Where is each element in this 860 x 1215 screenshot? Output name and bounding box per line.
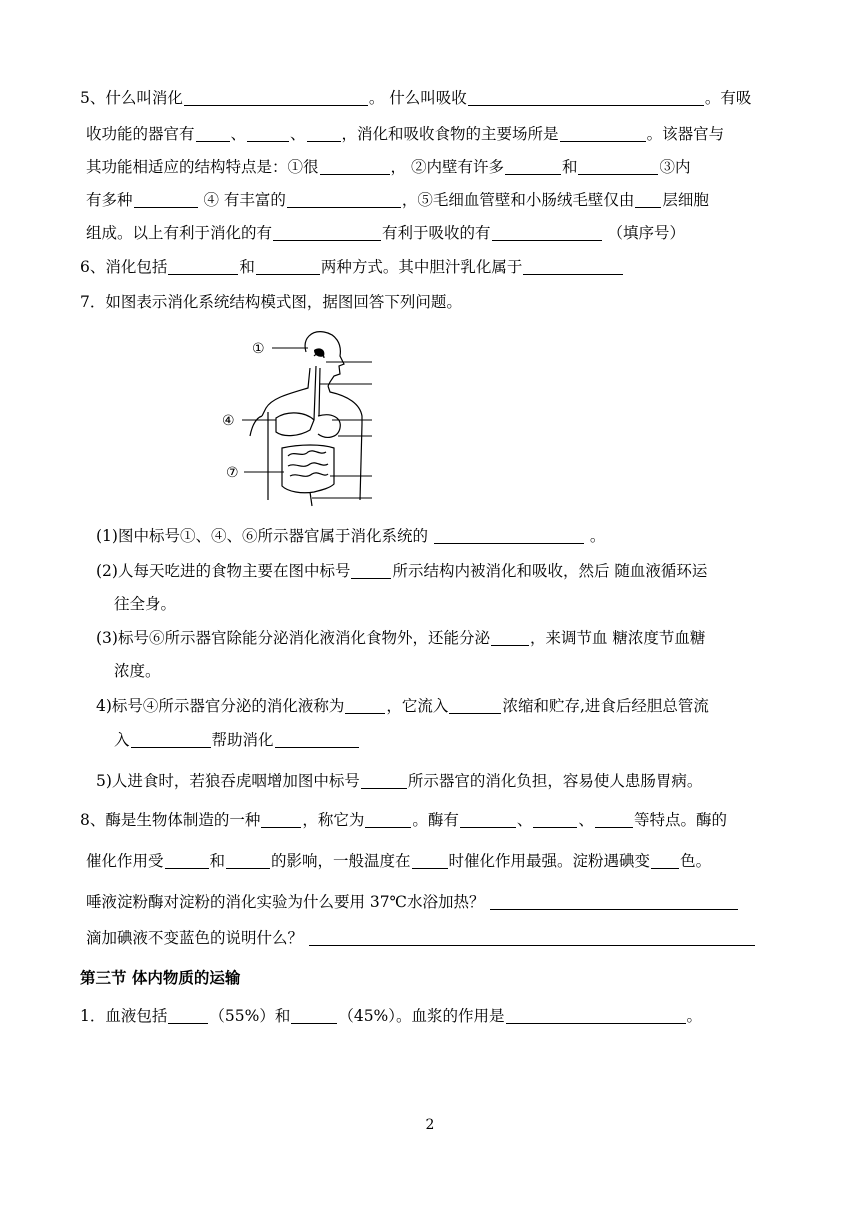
blank[interactable] xyxy=(635,191,661,208)
blank[interactable] xyxy=(307,125,341,142)
blank[interactable] xyxy=(165,852,209,869)
s1-line: 1．血液包括 （55%）和 （45%）。血浆的作用是 。 xyxy=(80,1007,703,1025)
blank[interactable] xyxy=(287,191,401,208)
blank[interactable] xyxy=(490,893,738,910)
blank[interactable] xyxy=(460,811,516,828)
q5-line4: 有多种 ④ 有丰富的 ，⑤毛细血管壁和小肠绒毛壁仅由 层细胞 xyxy=(86,191,709,209)
q5-line2: 收功能的器官有 、 、 ，消化和吸收食物的主要场所是 。该器官与 xyxy=(86,125,725,143)
q5-line3: 其功能相适应的结构特点是：①很 ， ②内壁有许多 和 ③内 xyxy=(86,158,691,176)
page-number: 2 xyxy=(425,1117,435,1133)
q5-line5: 组成。以上有利于消化的有 有利于吸收的有 （填序号） xyxy=(86,224,685,242)
blank[interactable] xyxy=(261,811,301,828)
blank[interactable] xyxy=(168,258,238,275)
blank[interactable] xyxy=(345,697,385,714)
blank[interactable] xyxy=(247,125,289,142)
blank[interactable] xyxy=(492,224,602,241)
blank[interactable] xyxy=(365,811,411,828)
q7-part3-line2: 浓度。 xyxy=(114,662,161,680)
blank[interactable] xyxy=(578,158,658,175)
blank[interactable] xyxy=(256,258,320,275)
blank[interactable] xyxy=(434,527,584,544)
blank[interactable] xyxy=(168,1007,208,1024)
q5-line1: 5、什么叫消化 。 什么叫吸收 。有吸 xyxy=(80,89,752,107)
blank[interactable] xyxy=(361,772,407,789)
blank[interactable] xyxy=(320,158,390,175)
q7-part4-line2: 入 帮助消化 xyxy=(114,730,360,750)
figure-label: ① xyxy=(252,341,265,357)
q8-line1: 8、酶是生物体制造的一种 ，称它为 。酶有 、 、 等特点。酶的 xyxy=(80,811,727,829)
blank[interactable] xyxy=(506,1007,686,1024)
blank[interactable] xyxy=(468,89,704,106)
q7-part1: (1)图中标号①、④、⑥所示器官属于消化系统的 。 xyxy=(96,527,606,545)
figure-label: ⑦ xyxy=(226,465,239,481)
q7-part2-line2: 往全身。 xyxy=(114,595,177,613)
blank[interactable] xyxy=(412,852,448,869)
blank[interactable] xyxy=(351,562,391,579)
blank[interactable] xyxy=(184,89,368,106)
blank[interactable] xyxy=(533,811,577,828)
blank[interactable] xyxy=(595,811,633,828)
blank[interactable] xyxy=(291,1007,337,1024)
section-heading: 第三节 体内物质的运输 xyxy=(80,968,241,987)
q8-line3: 唾液淀粉酶对淀粉的消化实验为什么要用 37℃水浴加热？ xyxy=(86,892,739,912)
q7-part4-line1: 4)标号④所示器官分泌的消化液称为 ，它流入 浓缩和贮存,进食后经胆总管流 xyxy=(96,697,709,715)
digestive-system-diagram xyxy=(210,324,380,510)
q7-part5: 5)人进食时，若狼吞虎咽增加图中标号 所示器官的消化负担，容易使人患肠胃病。 xyxy=(96,772,703,790)
q7-part2-line1: (2)人每天吃进的食物主要在图中标号 所示结构内被消化和吸收，然后 随血液循环运 xyxy=(96,562,708,580)
blank[interactable] xyxy=(309,929,755,946)
q7-part3-line1: (3)标号⑥所示器官除能分泌消化液消化食物外，还能分泌 ，来调节血 糖浓度节血糖 xyxy=(96,629,706,647)
blank[interactable] xyxy=(196,125,230,142)
blank[interactable] xyxy=(560,125,646,142)
figure-label: ④ xyxy=(222,413,235,429)
blank[interactable] xyxy=(131,731,211,748)
blank[interactable] xyxy=(275,731,359,748)
blank[interactable] xyxy=(523,258,623,275)
q8-line2: 催化作用受 和 的影响，一般温度在 时催化作用最强。淀粉遇碘变 色。 xyxy=(86,852,712,870)
q6-line: 6、消化包括 和 两种方式。其中胆汁乳化属于 xyxy=(80,257,624,277)
blank[interactable] xyxy=(134,191,198,208)
blank[interactable] xyxy=(491,629,529,646)
blank[interactable] xyxy=(651,852,679,869)
q8-line4: 滴加碘液不变蓝色的说明什么？ xyxy=(86,928,756,948)
blank[interactable] xyxy=(505,158,561,175)
q7-title: 7．如图表示消化系统结构模式图，据图回答下列问题。 xyxy=(80,293,462,311)
blank[interactable] xyxy=(226,852,270,869)
blank[interactable] xyxy=(273,224,381,241)
blank[interactable] xyxy=(449,697,501,714)
